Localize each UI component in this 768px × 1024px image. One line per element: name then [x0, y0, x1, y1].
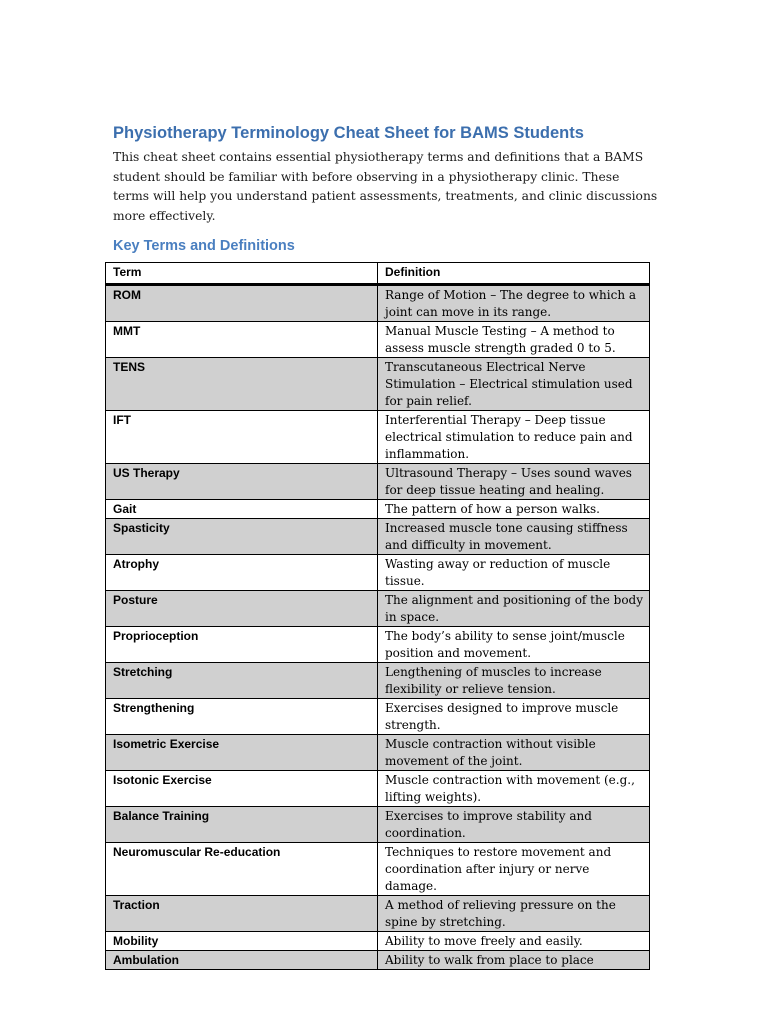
table-row	[106, 519, 650, 555]
definition-cell: Ability to walk from place to place	[378, 951, 650, 970]
table-row	[106, 807, 650, 843]
table-row	[106, 464, 650, 500]
definition-cell: Transcutaneous Electrical Nerve Stimulation – Electrical stimulation used for pain relief.	[378, 358, 650, 411]
term-cell: Spasticity	[106, 519, 378, 555]
definition-cell: Muscle contraction without visible movement of the joint.	[378, 735, 650, 771]
definition-cell: Wasting away or reduction of muscle tissue.	[378, 555, 650, 591]
page-title: Physiotherapy Terminology Cheat Sheet for BAMS Students	[113, 124, 584, 142]
definition-cell: Exercises to improve stability and coordination.	[378, 807, 650, 843]
definition-cell: The pattern of how a person walks.	[378, 500, 650, 519]
term-cell: Posture	[106, 591, 378, 627]
table-row	[106, 663, 650, 699]
definition-cell: A method of relieving pressure on the spine by stretching.	[378, 896, 650, 932]
table-row	[106, 555, 650, 591]
term-cell: MMT	[106, 322, 378, 358]
definition-cell: Interferential Therapy – Deep tissue electrical stimulation to reduce pain and inflammation.	[378, 411, 650, 464]
intro-paragraph: This cheat sheet contains essential physiotherapy terms and definitions that a BAMS student should be familiar with before observing in a physiotherapy clinic. These terms will help you understand patient assessments, treatments, and clinic discussions more effectively.	[113, 150, 658, 223]
term-cell: US Therapy	[106, 464, 378, 500]
term-cell: Ambulation	[106, 951, 378, 970]
table-row	[106, 411, 650, 464]
table-row	[106, 843, 650, 896]
term-cell: TENS	[106, 358, 378, 411]
definition-cell: Increased muscle tone causing stiffness and difficulty in movement.	[378, 519, 650, 555]
term-cell: IFT	[106, 411, 378, 464]
term-cell: Gait	[106, 500, 378, 519]
section-heading: Key Terms and Definitions	[113, 238, 295, 254]
term-cell: Isometric Exercise	[106, 735, 378, 771]
term-cell: Neuromuscular Re-education	[106, 843, 378, 896]
table-row	[106, 591, 650, 627]
definition-cell: Exercises designed to improve muscle strength.	[378, 699, 650, 735]
table-row	[106, 896, 650, 932]
term-cell: Balance Training	[106, 807, 378, 843]
definition-cell: Muscle contraction with movement (e.g., lifting weights).	[378, 771, 650, 807]
terms-table	[105, 262, 650, 970]
definition-cell: The body’s ability to sense joint/muscle position and movement.	[378, 627, 650, 663]
table-header-row	[106, 263, 650, 285]
table-row	[106, 500, 650, 519]
table-row	[106, 322, 650, 358]
term-cell: Proprioception	[106, 627, 378, 663]
definition-cell: Manual Muscle Testing – A method to assess muscle strength graded 0 to 5.	[378, 322, 650, 358]
table-row	[106, 358, 650, 411]
definition-cell: Techniques to restore movement and coordination after injury or nerve damage.	[378, 843, 650, 896]
table-row	[106, 285, 650, 322]
definition-cell: Ability to move freely and easily.	[378, 932, 650, 951]
definition-cell: Lengthening of muscles to increase flexibility or relieve tension.	[378, 663, 650, 699]
definition-cell: The alignment and positioning of the body in space.	[378, 591, 650, 627]
header-definition: Definition	[378, 263, 650, 285]
definition-cell: Ultrasound Therapy – Uses sound waves for deep tissue heating and healing.	[378, 464, 650, 500]
table-row	[106, 932, 650, 951]
term-cell: Strengthening	[106, 699, 378, 735]
term-cell: Mobility	[106, 932, 378, 951]
term-cell: Isotonic Exercise	[106, 771, 378, 807]
term-cell: Traction	[106, 896, 378, 932]
terms-table-body	[106, 285, 650, 970]
definition-cell: Range of Motion – The degree to which a joint can move in its range.	[378, 285, 650, 322]
table-row	[106, 627, 650, 663]
term-cell: Atrophy	[106, 555, 378, 591]
term-cell: ROM	[106, 285, 378, 322]
table-row	[106, 771, 650, 807]
table-row	[106, 699, 650, 735]
table-row	[106, 951, 650, 970]
table-row	[106, 735, 650, 771]
header-term: Term	[106, 263, 378, 285]
term-cell: Stretching	[106, 663, 378, 699]
